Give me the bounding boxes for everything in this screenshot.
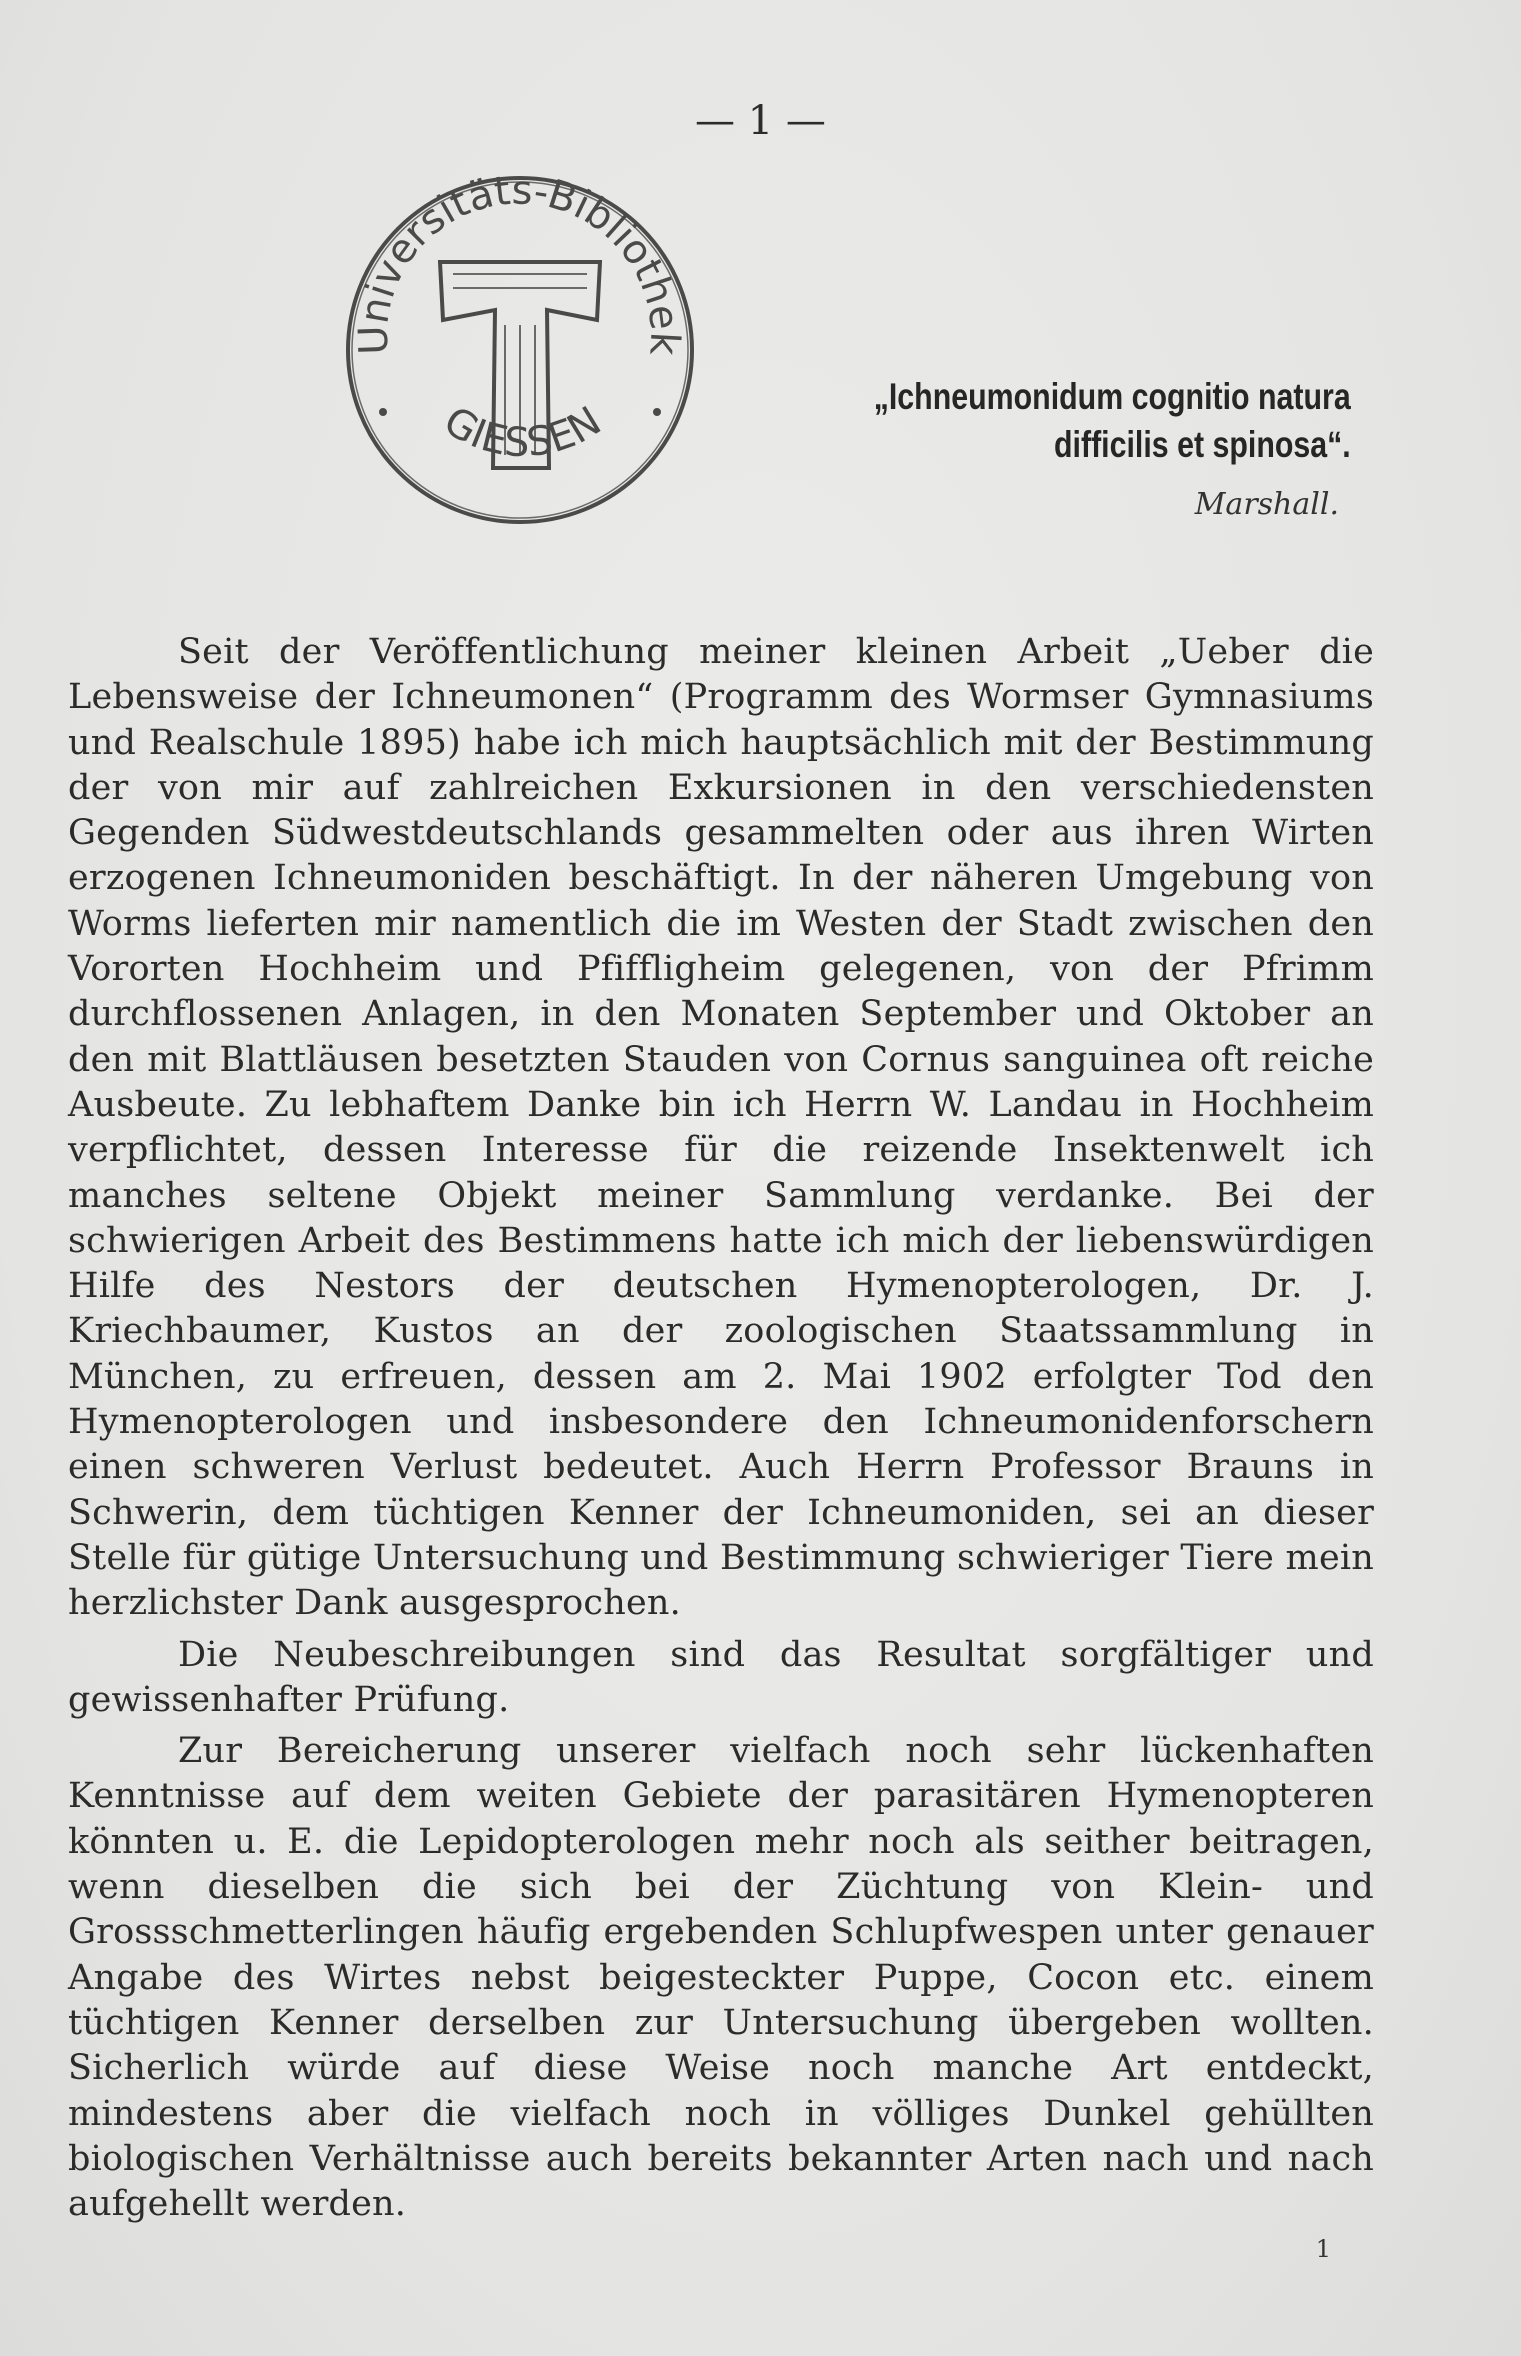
paragraph: Die Neubeschreibungen sind das Resultat sorgfältiger und gewissenhafter Prüfung.: [68, 1634, 1374, 1720]
body-text: [68, 630, 1374, 2227]
stamp-ring-text: Universitäts-Bibliothek: [350, 167, 688, 357]
signature-mark: 1: [1315, 2235, 1331, 2263]
page-number: — 1 —: [695, 98, 826, 144]
epigraph-line-1: „Ichneumonidum cognitio natura: [873, 376, 1351, 417]
stamp-city-text: GIESSEN: [435, 397, 610, 467]
library-stamp: [335, 150, 705, 530]
epigraph: [769, 373, 1351, 469]
epigraph-line-2: difficilis et spinosa“.: [1054, 424, 1351, 465]
paragraph: Zur Bereicherung unserer vielfach noch sehr lückenhaften Kenntnisse auf dem weiten Gebiete der parasitären Hymenopteren könnten u. E. die Lepidopterologen mehr noch als seither beitragen, wenn dieselben die sich bei der Züchtung von Klein- und Grossschmetterlingen häufig ergebenden Schlupfwespen unter genauer Angabe des Wirtes nebst beigesteckter Puppe, Cocon etc. einem tüchtigen Kenner derselben zur Untersuchung übergeben wollten. Sicherlich würde auf diese Weise noch manche Art entdeckt, mindestens aber die vielfach noch in völliges Dunkel gehüllten biologischen Verhältnisse auch bereits bekannter Arten nach und nach aufgehellt werden.: [68, 1731, 1374, 2225]
epigraph-author: Marshall.: [1194, 487, 1339, 522]
paragraph: Seit der Veröffentlichung meiner kleinen Arbeit „Ueber die Lebensweise der Ichneumonen“ (Programm des Wormser Gymnasiums und Realschule 1895) habe ich mich hauptsächlich mit der Bestimmung der von mir auf zahlreichen Exkursionen in den verschiedensten Gegenden Südwestdeutschlands gesammelten oder aus ihren Wirten erzogenen Ichneumoniden beschäftigt. In der näheren Umgebung von Worms lieferten mir namentlich die im Westen der Stadt zwischen den Vororten Hochheim und Pfiffligheim gelegenen, von der Pfrimm durchflossenen Anlagen, in den Monaten September und Oktober an den mit Blattläusen besetzten Stauden von Cornus sanguinea oft reiche Ausbeute. Zu lebhaftem Danke bin ich Herrn W. Landau in Hochheim verpflichtet, dessen Interesse für die reizende Insektenwelt ich manches seltene Objekt meiner Sammlung verdanke. Bei der schwierigen Arbeit des Bestimmens hatte ich mich der liebenswürdigen Hilfe des Nestors der deutschen Hymenopterologen, Dr. J. Kriechbaumer, Kustos an der zoologischen Staatssammlung in München, zu erfreuen, dessen am 2. Mai 1902 erfolgter Tod den Hymenopterologen und insbesondere den Ichneumonidenforschern einen schweren Verlust bedeutet. Auch Herrn Professor Brauns in Schwerin, dem tüchtigen Kenner der Ichneumoniden, sei an dieser Stelle für gütige Untersuchung und Bestimmung schwieriger Tiere mein herzlichster Dank ausgesprochen.: [68, 632, 1374, 1624]
stamp-seal-icon: [335, 150, 705, 530]
